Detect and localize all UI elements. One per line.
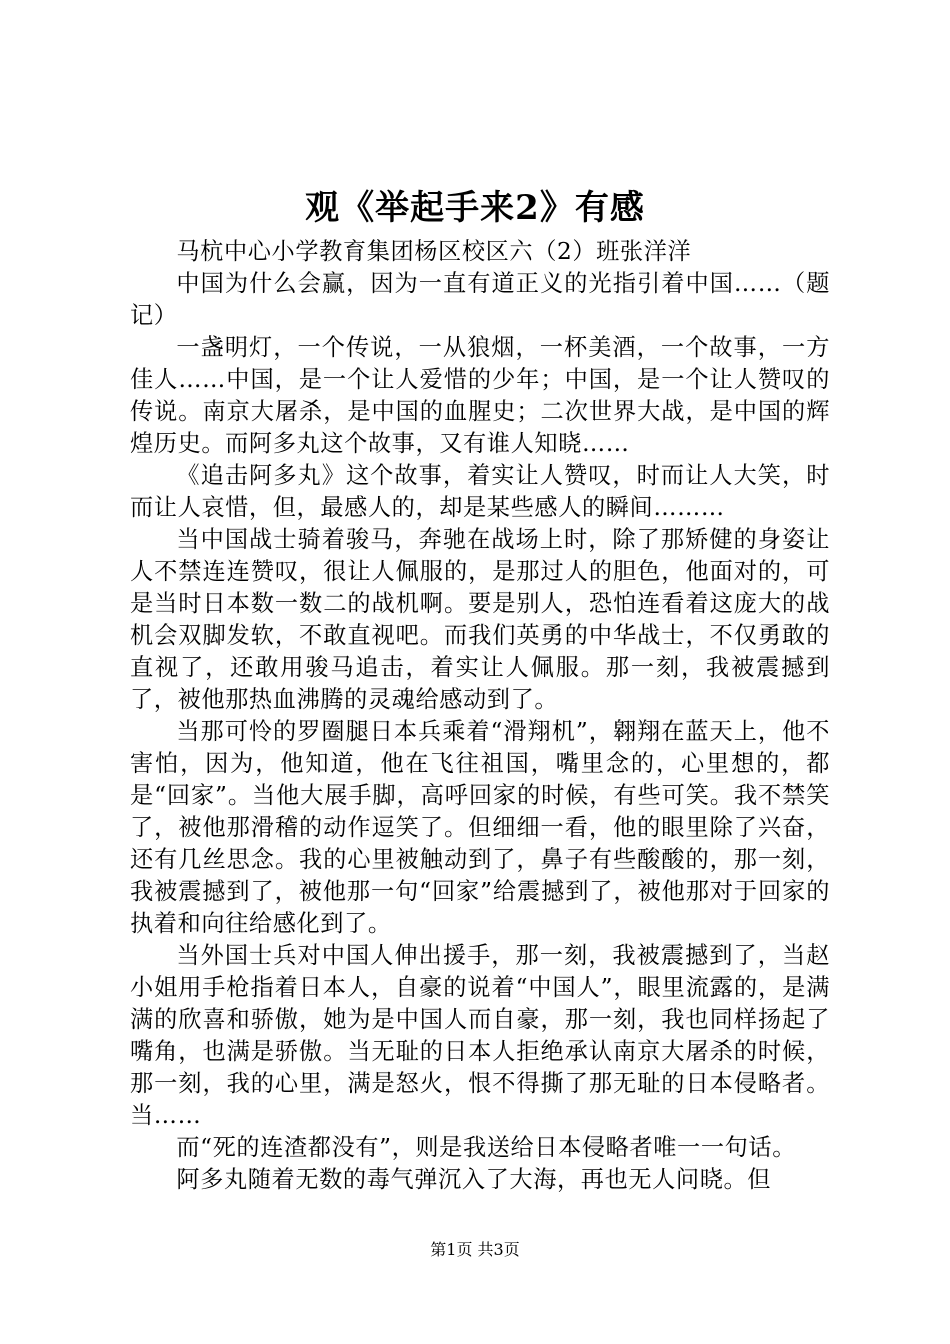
body-paragraph: 而“死的连渣都没有”，则是我送给日本侵略者唯一一句话。 [176, 1134, 796, 1161]
body-paragraph: 当外国士兵对中国人伸出援手，那一刻，我被震撼到了，当赵小姐用手枪指着日本人，自豪的说着“中国人”，眼里流露的，是满满的欣喜和骄傲，她为是中国人而自豪，那一刻，我也同样扬起了嘴角，也满是骄傲。当无耻的日本人拒绝承认南京大屠杀的时候，那一刻，我的心里，满是怒火，恨不得撕了那无耻的日本侵略者。当…… [130, 942, 830, 1129]
document-body [130, 236, 830, 1196]
body-paragraph: 阿多丸随着无数的毒气弹沉入了大海，再也无人问晓。但 [176, 1166, 772, 1193]
body-paragraph: 《追击阿多丸》这个故事，着实让人赞叹，时而让人大笑，时而让人哀惜，但，最感人的，却是某些感人的瞬间……… [130, 462, 830, 521]
page-number-footer: 第1页 共3页 [430, 1240, 520, 1259]
document-title: 观《举起手来2》有感 [305, 188, 645, 228]
body-paragraph: 一盏明灯，一个传说，一从狼烟，一杯美酒，一个故事，一方佳人……中国，是一个让人爱惜的少年；中国，是一个让人赞叹的传说。南京大屠杀，是中国的血腥史；二次世界大战，是中国的辉煌历史。而阿多丸这个故事，又有谁人知晓…… [130, 334, 830, 457]
epigraph-paragraph: 中国为什么会赢，因为一直有道正义的光指引着中国……（题记） [130, 270, 830, 329]
author-line: 马杭中心小学教育集团杨区校区六（2）班张洋洋 [176, 238, 692, 265]
body-paragraph: 当中国战士骑着骏马，奔驰在战场上时，除了那矫健的身姿让人不禁连连赞叹，很让人佩服的，是那过人的胆色，他面对的，可是当时日本数一数二的战机啊。要是别人，恐怕连看着这庞大的战机会双脚发软，不敢直视吧。而我们英勇的中华战士，不仅勇敢的直视了，还敢用骏马追击，着实让人佩服。那一刻，我被震撼到了，被他那热血沸腾的灵魂给感动到了。 [130, 526, 830, 713]
body-paragraph: 当那可怜的罗圈腿日本兵乘着“滑翔机”，翱翔在蓝天上，他不害怕，因为，他知道，他在飞往祖国，嘴里念的，心里想的，都是“回家”。当他大展手脚，高呼回家的时候，有些可笑。我不禁笑了，被他那滑稽的动作逗笑了。但细细一看，他的眼里除了兴奋，还有几丝思念。我的心里被触动到了，鼻子有些酸酸的，那一刻，我被震撼到了，被他那一句“回家”给震撼到了，被他那对于回家的执着和向往给感化到了。 [130, 718, 830, 937]
